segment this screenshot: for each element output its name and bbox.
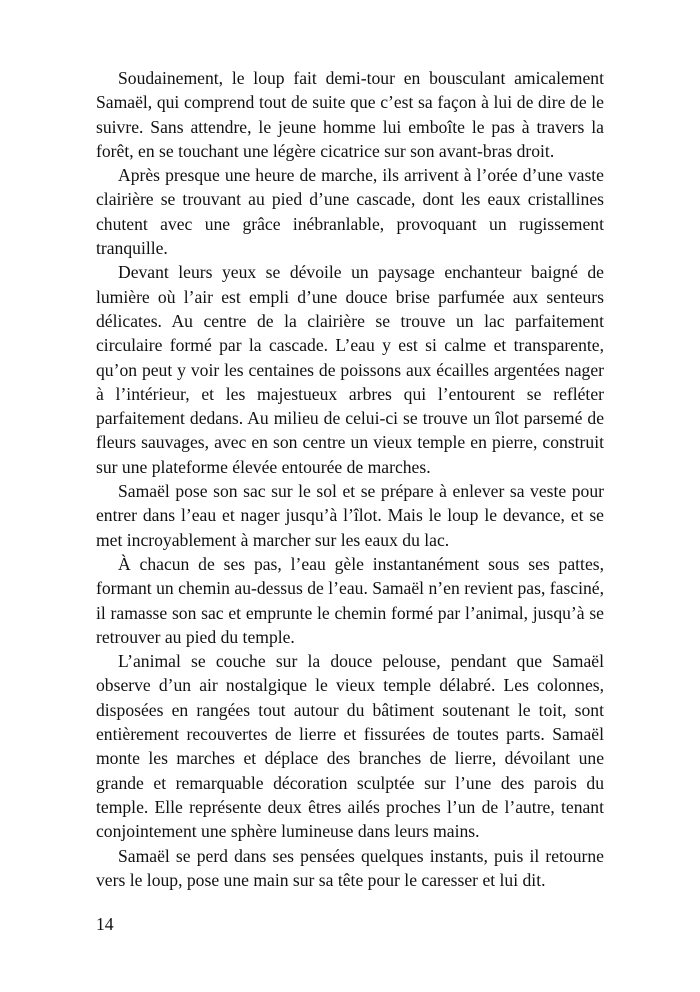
- paragraph: Samaël se perd dans ses pensées quelques instants, puis il retourne vers le loup, pose une main sur sa tête pour le caresser et lui dit.: [96, 845, 604, 890]
- page-body: [96, 66, 604, 892]
- paragraph: L’animal se couche sur la douce pelouse, pendant que Samaël observe d’un air nostalgique le vieux temple délabré. Les colonnes, disposées en rangées tout autour du bâtiment soutenant le toit, sont entièrement recouvertes de lierre et fissurées de toutes parts. Samaël monte les marches et déplace des branches de lierre, dévoilant une grande et remarquable décoration sculptée sur l’une des parois du temple. Elle représente deux êtres ailés proches l’un de l’autre, tenant conjointement une sphère lumineuse dans leurs mains.: [96, 651, 604, 842]
- paragraph: À chacun de ses pas, l’eau gèle instantanément sous ses pattes, formant un chemin au-dessus de l’eau. Samaël n’en revient pas, fasciné, il ramasse son sac et emprunte le chemin formé par l’animal, jusqu’à se retrouver au pied du temple.: [96, 553, 604, 647]
- paragraph: Soudainement, le loup fait demi-tour en bousculant amicalement Samaël, qui comprend tout de suite que c’est sa façon à lui de dire de le suivre. Sans attendre, le jeune homme lui emboîte le pas à travers la forêt, en se touchant une légère cicatrice sur son avant-bras droit.: [96, 68, 604, 161]
- paragraph: Devant leurs yeux se dévoile un paysage enchanteur baigné de lumière où l’air est empli d’une douce brise parfumée aux senteurs délicates. Au centre de la clairière se trouve un lac parfaitement circulaire formé par la cascade. L’eau y est si calme et transparente, qu’on peut y voir les centaines de poissons aux écailles argentées nager à l’intérieur, et les majestueux arbres qui l’entourent se refléter parfaitement dedans. Au milieu de celui-ci se trouve un îlot parsemé de fleurs sauvages, avec en son centre un vieux temple en pierre, construit sur une plateforme élevée entourée de marches.: [96, 262, 604, 477]
- page-number: 14: [96, 914, 114, 934]
- paragraph: Samaël pose son sac sur le sol et se prépare à enlever sa veste pour entrer dans l’eau et nager jusqu’à l’îlot. Mais le loup le devance, et se met incroyablement à marcher sur les eaux du lac.: [96, 481, 604, 550]
- paragraph: Après presque une heure de marche, ils arrivent à l’orée d’une vaste clairière se trouvant au pied d’une cascade, dont les eaux cristallines chutent avec une grâce inébranlable, provoquant un rugissement tranquille.: [96, 165, 604, 259]
